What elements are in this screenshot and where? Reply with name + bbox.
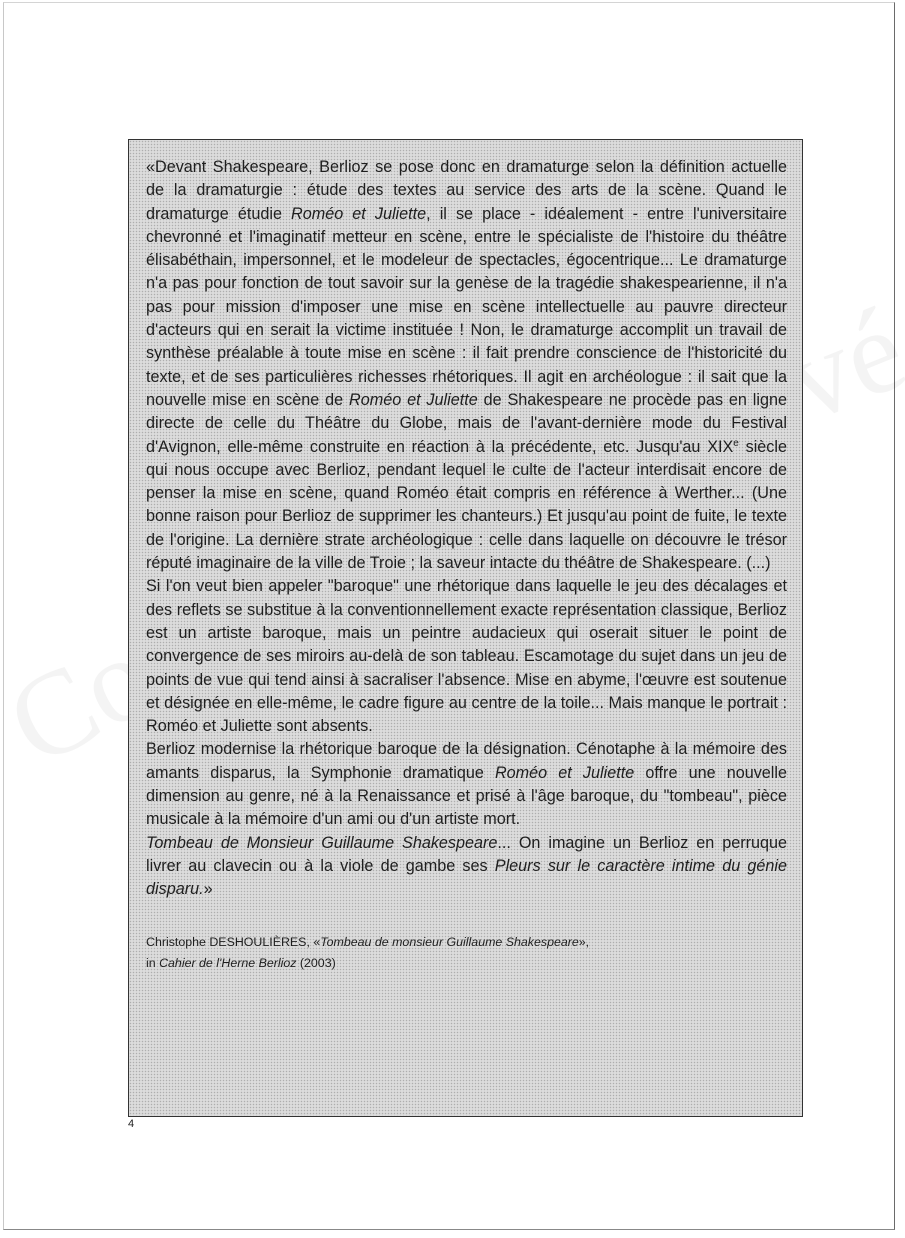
quote-body [146, 156, 787, 902]
text-run: Si l'on veut bien appeler "baroque" une rhétorique dans laquelle le jeu des décalages et des reflets se substitue à la conventionnellement exacte représentation classique, Berlioz est un artiste baroque, mais un peintre audacieux qui oserait situer le point de convergence de ses miroirs au-delà de son tableau. Escamotage du sujet dans un jeu de points de vue qui tend ainsi à sacraliser l'absence. Mise en abyme, l'œuvre est soutenue et désignée en elle-même, le cadre figure au centre de la toile... Mais manque le portrait : Roméo et Juliette sont absents. [146, 577, 787, 736]
attribution-author-line [146, 932, 787, 953]
italic-text: Tombeau de Monsieur Guillaume Shakespeare [146, 833, 498, 852]
attribution [146, 932, 787, 974]
attribution-source-line [146, 953, 787, 974]
text-run: in [146, 955, 160, 970]
page-number: 4 [128, 1118, 135, 1130]
text-run: siècle qui nous occupe avec Berlioz, pendant lequel le culte de l'acteur interdisait encore de penser la mise en scène, quand Roméo était compris en référence à Werther... (Une bonne raison pour Berlioz de supprimer les chanteurs.) Et jusqu'au point de fuite, le texte de l'origine. La dernière strate archéologique : celle dans laquelle on découvre le trésor réputé imaginaire de la ville de Troie ; la saveur intacte du théâtre de Shakespeare. (...) [146, 437, 787, 573]
italic-text: Roméo et Juliette [494, 763, 635, 782]
text-run: «Devant Shakespeare, Berlioz se pose donc en dramaturge selon la définition actuelle de la dramaturgie : étude des textes au service des arts de la scène. Quand le dramaturge étudie [146, 158, 787, 223]
italic-text: Roméo et Juliette [349, 390, 478, 409]
text-run: Christophe DESHOULIÈRES, « [146, 934, 321, 949]
italic-text: Roméo et Juliette [291, 204, 427, 223]
italic-text: Tombeau de monsieur Guillaume Shakespeare [320, 934, 579, 949]
text-run: offre une nouvelle dimension au genre, né à la Renaissance et prisé à l'âge baroque, du "tombeau", pièce musicale à la mémoire d'un ami ou d'un artiste mort. [146, 763, 788, 829]
text-run: ... On imagine un Berlioz en perruque livrer au clavecin ou à la viole de gambe ses [146, 833, 787, 875]
text-run: », [578, 934, 590, 949]
quote-paragraph-1 [146, 156, 787, 575]
italic-text: Cahier de l'Herne Berlioz [159, 955, 297, 970]
quote-paragraph-2 [146, 575, 787, 738]
quote-box [128, 139, 803, 1117]
superscript-text: e [733, 437, 739, 449]
quote-paragraph-3 [146, 738, 787, 831]
text-run: (2003) [296, 955, 336, 970]
text-run: Berlioz modernise la rhétorique baroque de la désignation. Cénotaphe à la mémoire des amants disparus, la Symphonie dramatique [146, 740, 787, 782]
text-run: » [203, 880, 213, 899]
italic-text: Pleurs sur le caractère intime du génie disparu. [146, 856, 787, 899]
text-run: , il se place - idéalement - entre l'universitaire chevronné et l'imaginatif metteur en scène, entre le spécialiste de l'histoire du théâtre élisabéthain, impersonnel, et le modeleur de spectacles, égocentrique... Le dramaturge n'a pas pour fonction de tout savoir sur la genèse de la tragédie shakespearienne, il n'a pas pour mission d'imposer une mise en scène intellectuelle au pauvre directeur d'acteurs qui en serait la victime instituée ! Non, le dramaturge accomplit un travail de synthèse préalable à toute mise en scène : il fait prendre conscience de l'historicité du texte, et de ses particulières richesses rhétoriques. Il agit en archéologue : il sait que la nouvelle mise en scène de [146, 204, 787, 409]
quote-paragraph-4 [146, 832, 787, 902]
text-run: de Shakespeare ne procède pas en ligne directe de celle du Théâtre du Globe, mais de l'avant-dernière mode du Festival d'Avignon, elle-même construite en réaction à la précédente, etc. Jusqu'au XIX [146, 390, 788, 456]
